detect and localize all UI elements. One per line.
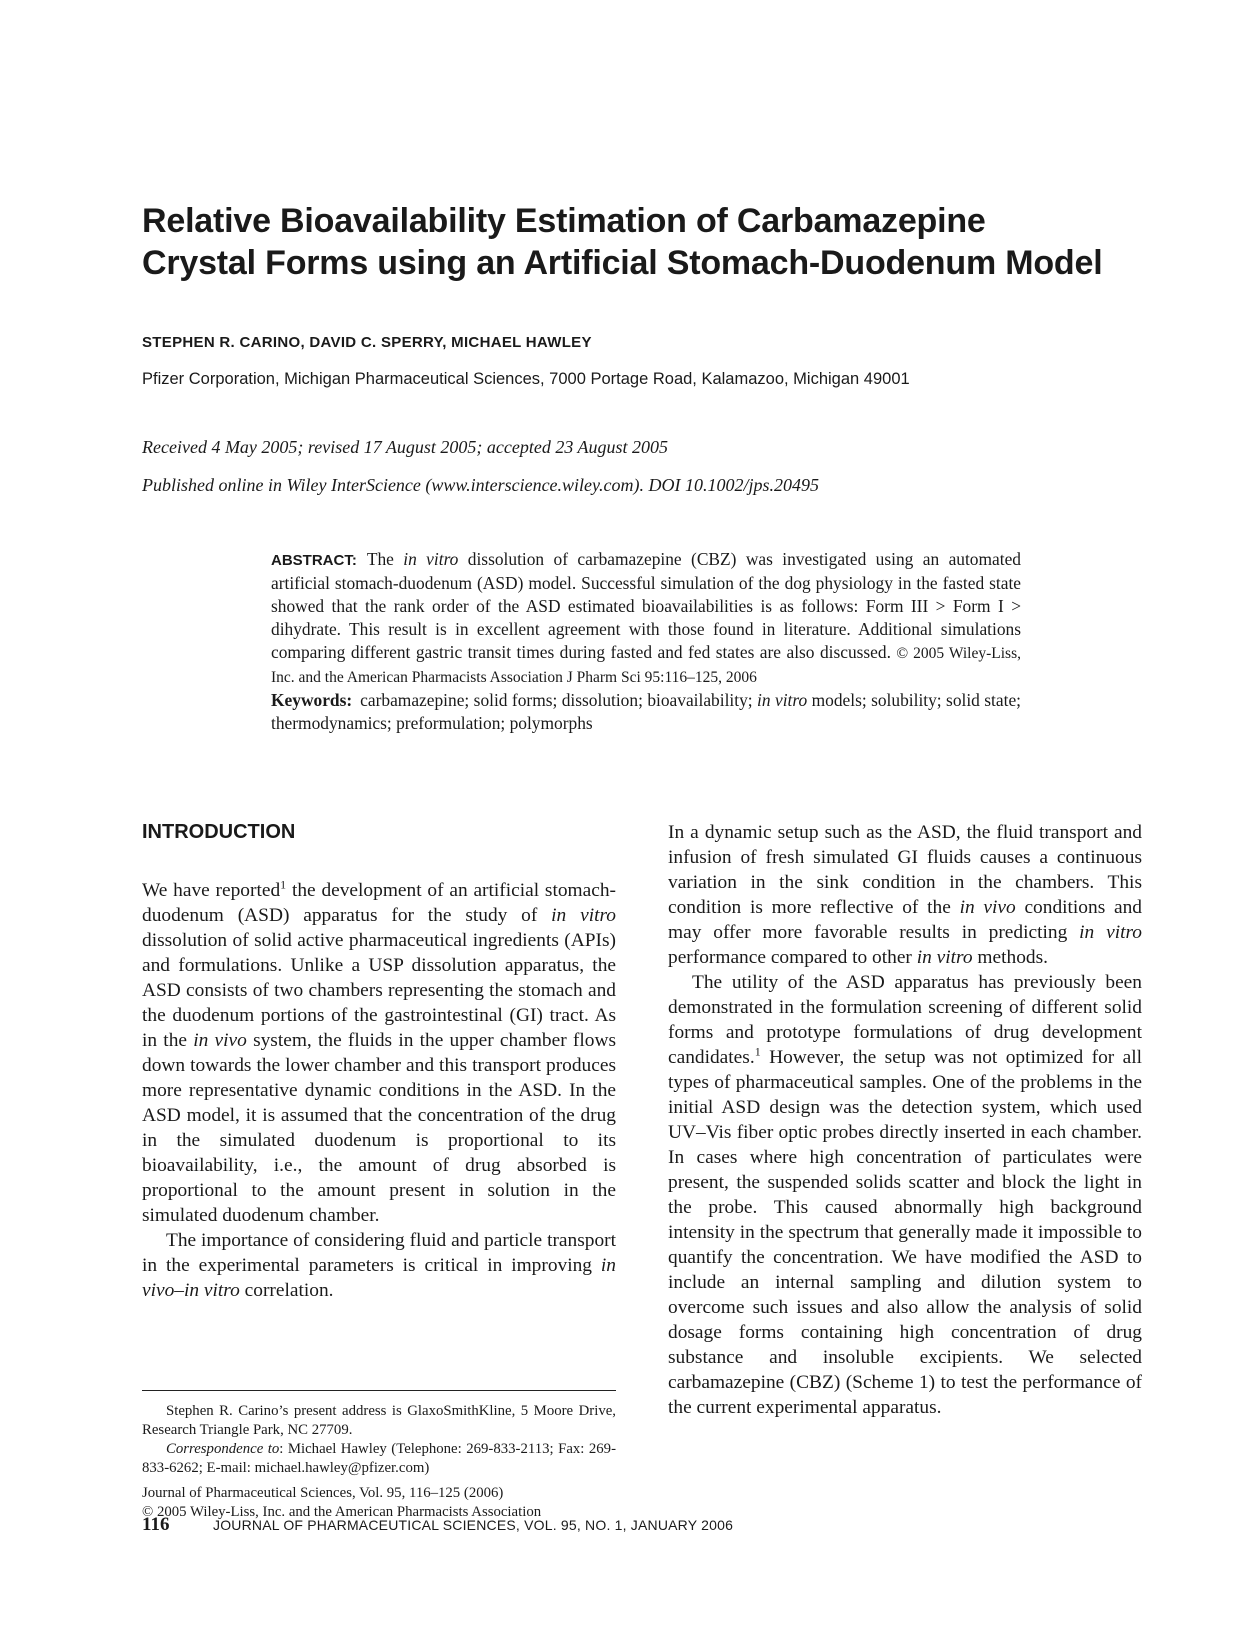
affiliation: Pfizer Corporation, Michigan Pharmaceutical Sciences, 7000 Portage Road, Kalamazoo, Michigan 49001: [142, 370, 910, 388]
footnote-correspondence: Correspondence to: Michael Hawley (Telephone: 269-833-2113; Fax: 269-833-6262; E-mail: michael.hawley@pfizer.com): [142, 1441, 616, 1476]
intro-paragraph-4: The utility of the ASD apparatus has previously been demonstrated in the formulation screening of different solid forms and prototype formulations of drug development candidates.$^1$ However, the setup was not optimized for all types of pharmaceutical samples. One of the problems in the initial ASD design was the detection system, which used UV–Vis fiber optic probes directly inserted in each chamber. In cases where high concentration of particulates were present, the suspended solids scatter and block the light in the probe. This caused abnormally high background intensity in the spectrum that generally made it impossible to quantify the concentration. We have modified the ASD to include an internal sampling and dilution system to overcome such issues and also allow the analysis of solid dosage forms containing high concentration of drug substance and insoluble excipients. We selected carbamazepine (CBZ) (Scheme 1) to test the performance of the current experimental apparatus.: [668, 972, 1142, 1418]
citation-ref: 1: [280, 877, 287, 892]
intro-paragraph-3: In a dynamic setup such as the ASD, the fluid transport and infusion of fresh simulated GI fluids causes a continuous variation in the sink condition in the chambers. This condition is more reflective of the in vivo conditions and may offer more favorable results in predicting in vitro performance compared to other in vitro methods.: [668, 822, 1142, 968]
title-line-2: Crystal Forms using an Artificial Stomach-Duodenum Model: [142, 244, 1103, 282]
publication-info: Published online in Wiley InterScience (www.interscience.wiley.com). DOI 10.1002/jps.20495: [142, 475, 820, 495]
intro-paragraph-1: We have reported$^1$ the development of an artificial stomach-duodenum (ASD) apparatus for the study of in vitro dissolution of solid active pharmaceutical ingredients (APIs) and formulations. Unlike a USP dissolution apparatus, the ASD consists of two chambers representing the stomach and the duodenum portions of the gastrointestinal (GI) tract. As in the in vivo system, the fluids in the upper chamber flows down towards the lower chamber and this transport produces more representative dynamic conditions in the ASD. In the ASD model, it is assumed that the concentration of the drug in the simulated duodenum is proportional to its bioavailability, i.e., the amount of drug absorbed is proportional to the amount present in solution in the simulated duodenum chamber.: [142, 877, 616, 1226]
keywords-heading: Keywords:: [271, 690, 353, 710]
footnote-copyright: © 2005 Wiley-Liss, Inc. and the American Pharmacists Association: [142, 1504, 542, 1520]
right-column: [668, 820, 1142, 1420]
page-number: 116: [142, 1514, 170, 1535]
footnotes: [142, 1402, 616, 1522]
citation-ref: 1: [754, 1044, 761, 1059]
received-dates: Received 4 May 2005; revised 17 August 2005; accepted 23 August 2005: [142, 437, 669, 457]
footnote-divider: [142, 1390, 616, 1391]
footnote-journal: Journal of Pharmaceutical Sciences, Vol. 95, 116–125 (2006): [142, 1485, 504, 1501]
section-heading-introduction: INTRODUCTION: [142, 821, 296, 843]
keywords: Keywords: carbamazepine; solid forms; dissolution; bioavailability; in vitro models; solubility; solid state; thermodynamics; preformulation; polymorphs: [271, 690, 1021, 733]
author-list: STEPHEN R. CARINO, DAVID C. SPERRY, MICHAEL HAWLEY: [142, 334, 592, 351]
abstract-block: [271, 548, 1021, 735]
left-column: [142, 820, 616, 1303]
title-line-1: Relative Bioavailability Estimation of Carbamazepine: [142, 202, 986, 240]
intro-paragraph-2: The importance of considering fluid and particle transport in the experimental parameters is critical in improving in vivo–in vitro correlation.: [142, 1230, 616, 1301]
abstract-copyright: © 2005 Wiley-Liss, Inc. and the American Pharmacists Association J Pharm Sci 95:116–125, 2006: [271, 645, 1021, 686]
running-footer: JOURNAL OF PHARMACEUTICAL SCIENCES, VOL. 95, NO. 1, JANUARY 2006: [213, 1517, 734, 1533]
abstract-text: ABSTRACT: The in vitro dissolution of carbamazepine (CBZ) was investigated using an automated artificial stomach-duodenum (ASD) model. Successful simulation of the dog physiology in the fasted state showed that the rank order of the ASD estimated bioavailabilities is as follows: Form III > Form I > dihydrate. This result is in excellent agreement with those found in literature. Additional simulations comparing different gastric transit times during fasted and fed states are also discussed. © 2005 Wiley-Liss, Inc. and the American Pharmacists Association J Pharm Sci 95:116–125, 2006: [271, 549, 1021, 686]
paper-title: [142, 200, 1142, 284]
abstract-heading: ABSTRACT:: [271, 552, 357, 569]
footnote-address: Stephen R. Carino’s present address is GlaxoSmithKline, 5 Moore Drive, Research Triangle Park, NC 27709.: [142, 1403, 616, 1438]
